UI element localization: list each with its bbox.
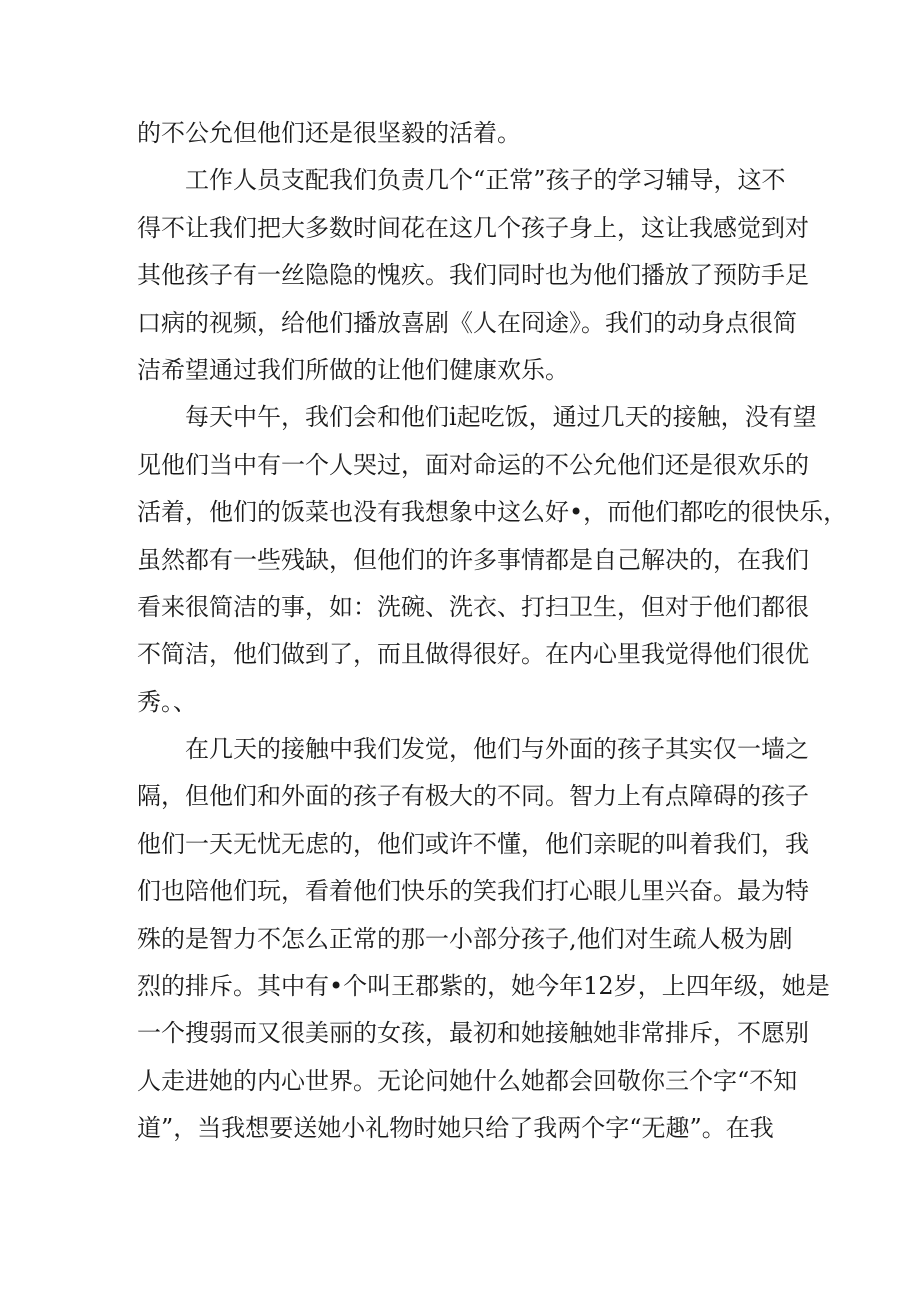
text-line: 们也陪他们玩，看着他们快乐的笑我们打心眼儿里兴奋。最为特 xyxy=(137,877,809,906)
paragraph-first-line: 在几天的接触中我们发觉，他们与外面的孩子其实仅一墙之 xyxy=(185,735,809,764)
text-line: 其他孩子有一丝隐隐的愧疚。我们同时也为他们播放了预防手足 xyxy=(137,261,809,290)
document-body xyxy=(137,110,848,1153)
paragraph-first-line: 每天中午，我们会和他们i起吃饭，通过几天的接触，没有望 xyxy=(185,403,817,432)
text-line: 人走进她的内心世界。无论问她什么她都会回敬你三个字“不知 xyxy=(137,1066,798,1095)
text-line: 的不公允但他们还是很坚毅的活着。 xyxy=(137,119,521,147)
text-line: 道”，当我想要送她小礼物时她只给了我两个字“无趣”。在我 xyxy=(137,1114,774,1143)
text-line: 洁希望通过我们所做的让他们健康欢乐。 xyxy=(137,355,569,384)
paragraph-first-line: 工作人员支配我们负责几个“正常”孩子的学习辅导，这不 xyxy=(185,166,786,195)
text-line: 虽然都有一些残缺，但他们的许多事情都是自己解决的，在我们 xyxy=(137,545,809,574)
text-line: 不简洁，他们做到了，而且做得很好。在内心里我觉得他们很优 xyxy=(137,640,809,669)
text-line: 口病的视频，给他们播放喜剧《人在冏途》。我们的动身点很简 xyxy=(137,308,797,337)
text-line: 看来很简洁的事，如：洗碗、洗衣、打扫卫生，但对于他们都很 xyxy=(137,592,809,621)
text-line: 殊的是智力不怎么正常的那一小部分孩子,他们对生疏人极为剧 xyxy=(137,924,793,953)
text-line: 得不让我们把大多数时间花在这几个孩子身上，这让我感觉到对 xyxy=(137,213,809,242)
text-line: 活着，他们的饭菜也没有我想象中这么好•，而他们都吃的很快乐， xyxy=(137,498,848,527)
text-line: 一个搜弱而又很美丽的女孩，最初和她接触她非常排斥，不愿别 xyxy=(137,1019,809,1048)
text-line: 烈的排斥。其中有•个叫王郡紫的，她今年12岁，上四年级，她是 xyxy=(137,972,830,1001)
text-line: 他们一天无忧无虑的，他们或许不懂，他们亲昵的叫着我们，我 xyxy=(137,829,809,858)
text-line: 隔，但他们和外面的孩子有极大的不同。智力上有点障碍的孩子 xyxy=(137,782,809,811)
text-line: 见他们当中有一个人哭过，面对命运的不公允他们还是很欢乐的 xyxy=(137,450,809,479)
text-line: 秀。、 xyxy=(137,687,197,716)
